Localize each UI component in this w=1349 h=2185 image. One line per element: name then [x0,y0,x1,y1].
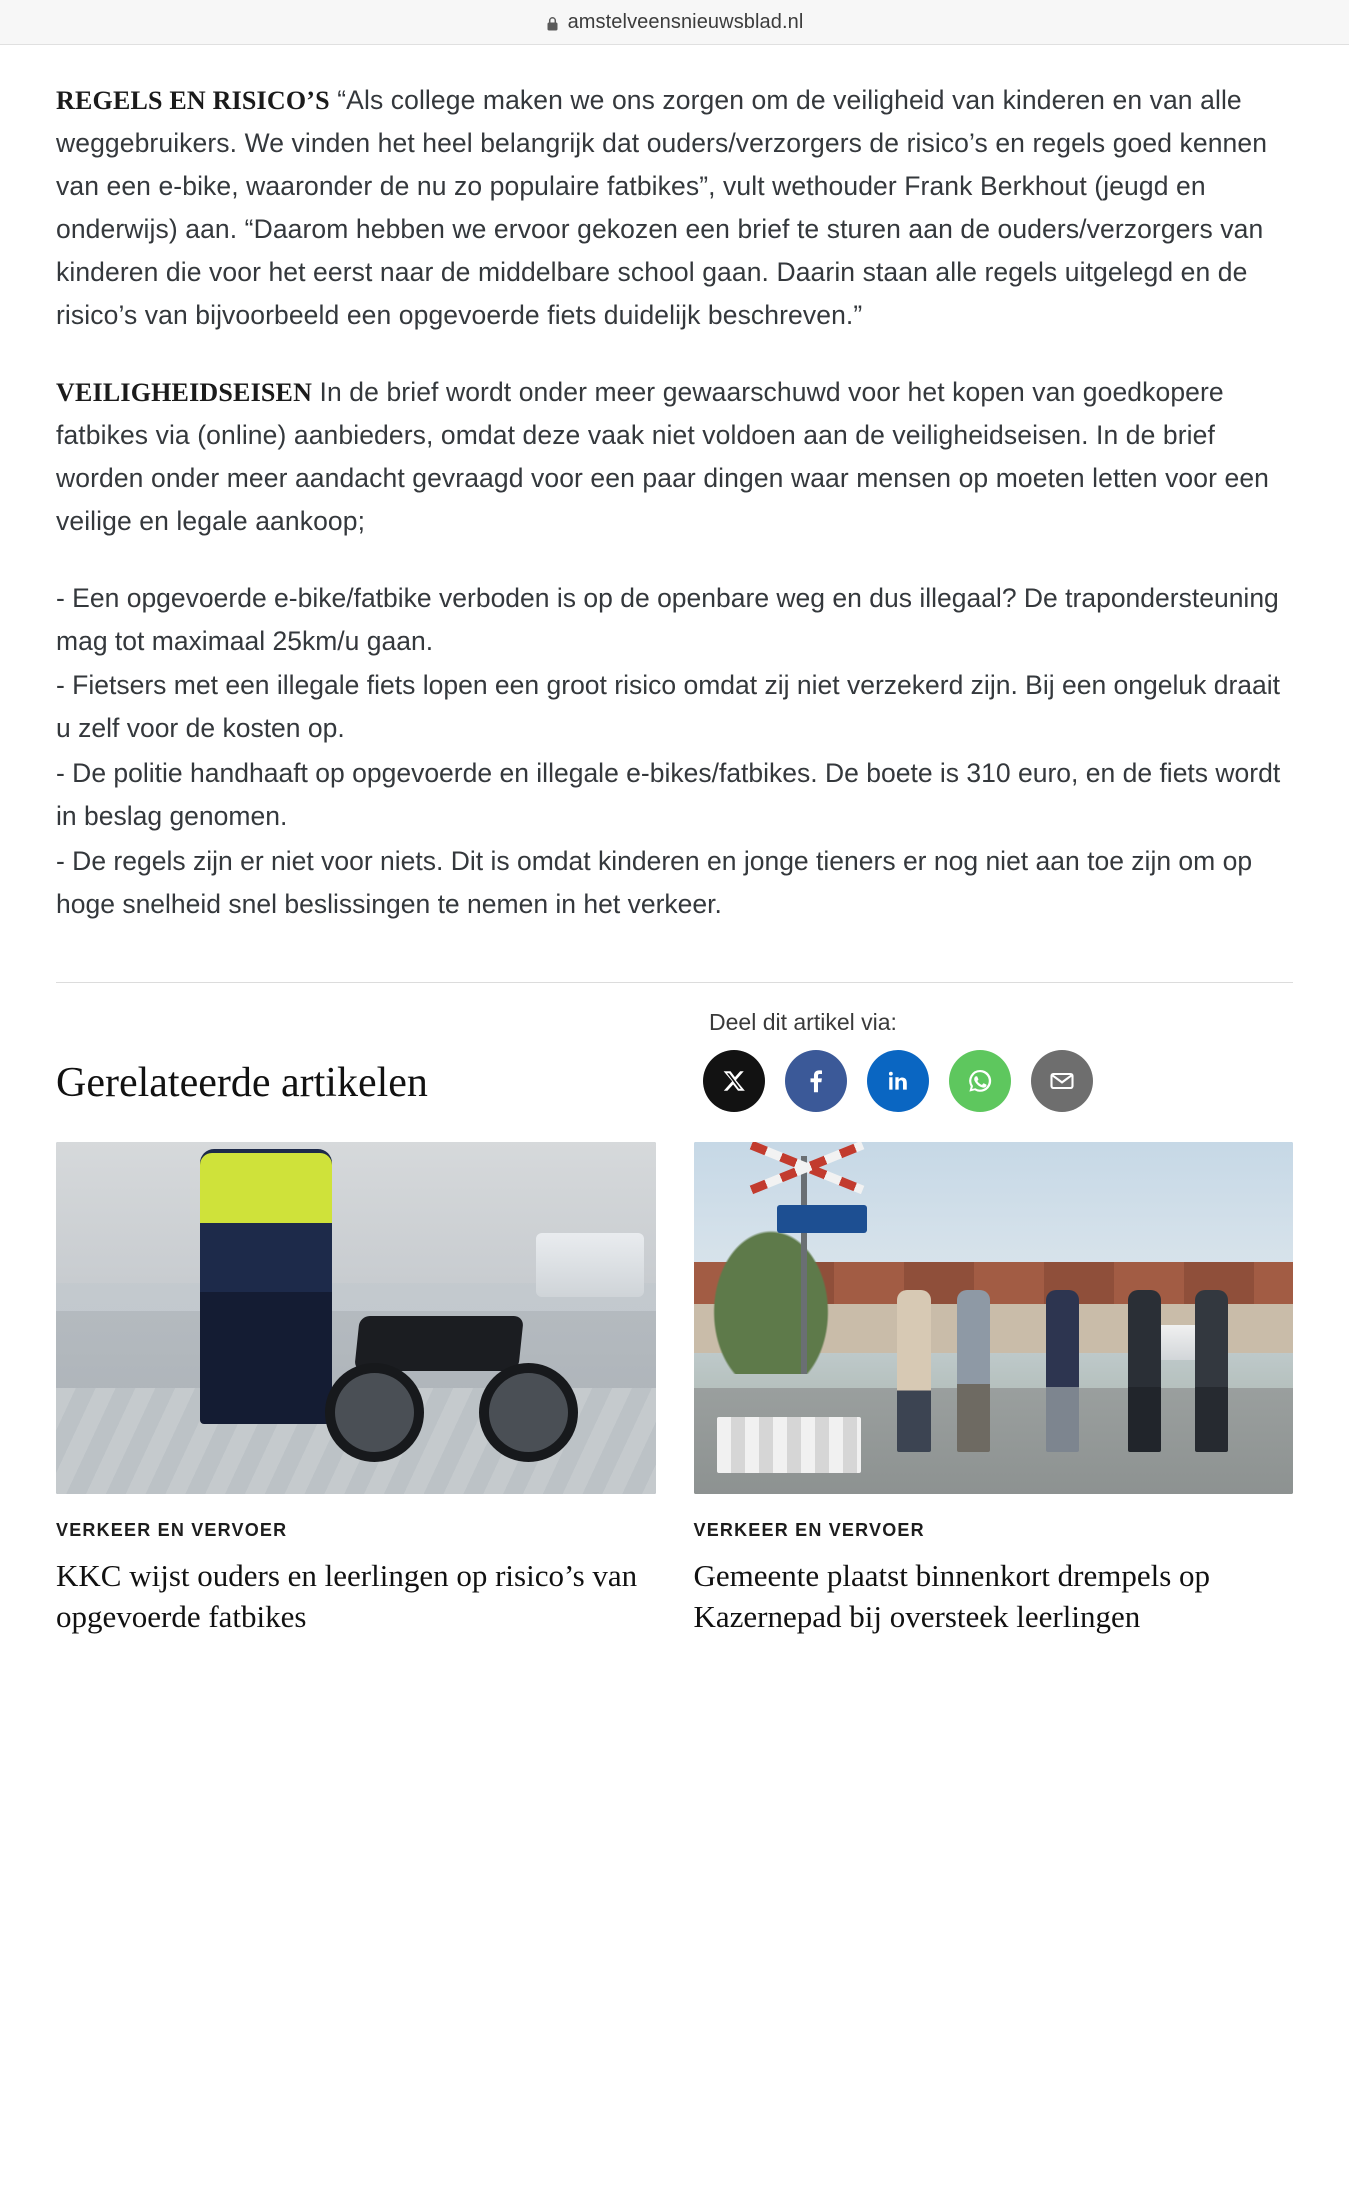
related-card-2-headline[interactable]: Gemeente plaatst binnenkort drempels op Kazernepad bij oversteek leerlingen [693,1557,1211,1635]
list-item: - De regels zijn er niet voor niets. Dit is omdat kinderen en jonge tieners er nog niet aan toe zijn om op hoge snelheid snel beslissingen te nemen in het verkeer. [56,846,1253,920]
article-body [56,45,1293,926]
list-item: - De politie handhaaft op opgevoerde en illegale e-bikes/fatbikes. De boete is 310 euro, en de fiets wordt in beslag genomen. [56,758,1281,832]
paragraph-text-regels: “Als college maken we ons zorgen om de veiligheid van kinderen en van alle weggebruikers. We vinden het heel belangrijk dat ouders/verzorgers de risico’s en regels goed kennen van een e-bike, waaronder de nu zo populaire fatbikes”, vult wethouder Frank Berkhout (jeugd en onderwijs) aan. “Daarom hebben we ervoor gekozen een brief te sturen aan de ouders/verzorgers van kinderen die voor het eerst naar de middelbare school gaan. Daarin staan alle regels uitgelegd en de risico’s van bijvoorbeeld een opgevoerde fiets duidelijk beschreven.” [56,85,1268,330]
share-buttons [703,1050,1093,1112]
share-whatsapp-button[interactable] [949,1050,1011,1112]
list-item: - Fietsers met een illegale fiets lopen een groot risico omdat zij niet verzekerd zijn. Bij een ongeluk draait u zelf voor de kosten op. [56,670,1281,744]
share-and-related-header [56,983,1293,1112]
paragraph-text-veiligheidseisen: In de brief wordt onder meer gewaarschuwd voor het kopen van goedkopere fatbikes via (online) aanbieders, omdat deze vaak niet voldoen aan de veiligheidseisen. In de brief worden onder meer aandacht gevraagd voor een paar dingen waar mensen op moeten letten voor een veilige en legale aankoop; [56,376,1270,536]
share-label: Deel dit artikel via: [709,1008,897,1035]
related-card-1[interactable] [56,1142,656,1637]
whatsapp-icon [965,1066,995,1096]
paragraph-veiligheidseisen [56,371,1293,543]
facebook-icon [801,1066,831,1096]
x-twitter-icon [721,1068,747,1094]
related-card-1-headline[interactable]: KKC wijst ouders en leerlingen op risico’s van opgevoerde fatbikes [56,1557,638,1635]
share-email-button[interactable] [1031,1050,1093,1112]
related-articles-list [56,1112,1293,1637]
fietspad-crossing-photo [694,1142,1294,1494]
url-text: amstelveensnieuwsblad.nl [567,10,804,33]
share-linkedin-button[interactable] [867,1050,929,1112]
share-facebook-button[interactable] [785,1050,847,1112]
related-card-2-thumbnail[interactable] [694,1142,1294,1494]
police-fatbike-photo [56,1142,656,1494]
paragraph-regels-en-risicos [56,79,1293,337]
lead-label-regels: REGELS EN RISICO’S [56,86,330,115]
share-x-twitter-button[interactable] [703,1050,765,1112]
browser-url-bar[interactable] [0,0,1349,45]
related-card-2[interactable] [694,1142,1294,1637]
email-icon [1048,1067,1076,1095]
related-card-1-kicker: VERKEER EN VERVOER [56,1519,288,1540]
related-card-2-kicker: VERKEER EN VERVOER [693,1519,925,1540]
related-card-1-thumbnail[interactable] [56,1142,656,1494]
share-section [703,1009,1293,1112]
bullet-list [56,577,1293,926]
url-display[interactable] [546,11,804,34]
lead-label-veiligheidseisen: VEILIGHEIDSEISEN [56,377,313,407]
list-item: - Een opgevoerde e-bike/fatbike verboden is op de openbare weg en dus illegaal? De trapondersteuning mag tot maximaal 25km/u gaan. [56,582,1279,656]
linkedin-icon [885,1068,911,1094]
related-articles-title: Gerelateerde artikelen [56,1059,428,1106]
lock-icon [546,15,559,31]
